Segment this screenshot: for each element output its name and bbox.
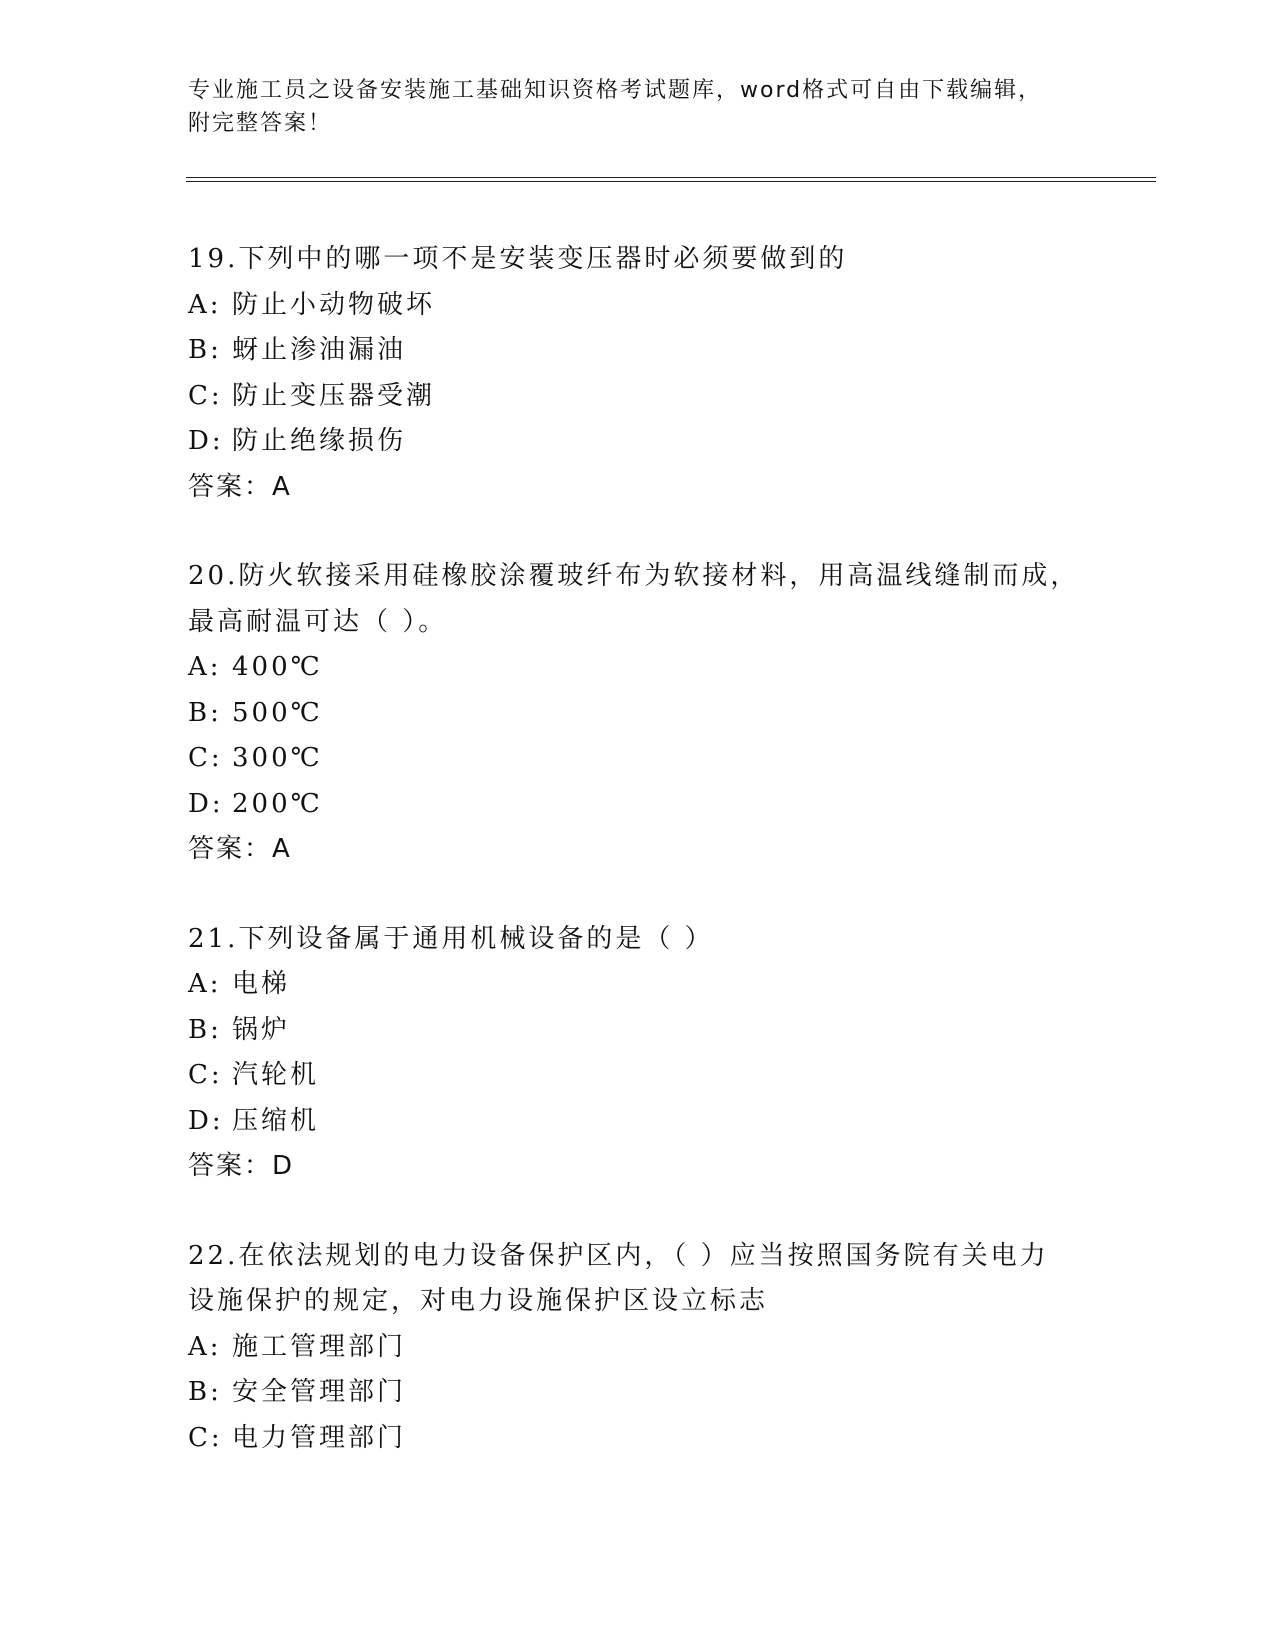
answer-line [188,827,1088,873]
option-c [188,374,1088,420]
option-key: D: [188,1105,224,1136]
answer-value: A [272,471,292,502]
option-text: 施工管理部门 [232,1331,407,1362]
question-stem-line-1: 22.在依法规划的电力设备保护区内，（ ）应当按照国务院有关电力 [188,1240,1049,1271]
option-text: 500℃ [232,697,323,728]
document-header [188,74,1088,140]
option-a [188,645,1088,691]
question-stem [188,917,1088,963]
option-a [188,962,1088,1008]
question-stem-line-1: 20.防火软接采用硅橡胶涂覆玻纤布为软接材料，用高温线缝制而成， [188,561,1080,591]
option-key: C: [188,743,223,773]
option-text: 蚜止渗油漏油 [232,335,407,365]
option-key: C: [188,1422,223,1453]
answer-label: 答案： [188,1151,273,1181]
option-key: C: [188,1060,223,1090]
option-key: B: [188,697,222,728]
question-stem [188,554,1088,645]
option-text: 防止绝缘损伤 [232,426,407,456]
option-b [188,1370,1088,1416]
option-text: 压缩机 [232,1105,320,1136]
answer-line [188,465,1088,511]
option-key: B: [188,335,222,365]
question-stem-line-1: 21.下列设备属于通用机械设备的是（ ） [188,923,714,954]
header-title-line-2: 附完整答案！ [188,111,333,136]
option-b [188,691,1088,737]
option-key: D: [188,788,224,819]
question-list [188,237,1088,1505]
option-c [188,736,1088,782]
option-key: A: [188,289,222,320]
question-stem-line-2: 最高耐温可达（ ）。 [188,606,448,637]
option-a [188,1325,1088,1371]
question-stem [188,237,1088,283]
option-d [188,419,1088,465]
option-text: 200℃ [232,788,323,819]
option-key: B: [188,1014,222,1045]
question-stem [188,1234,1088,1325]
option-text: 400℃ [232,652,323,682]
header-divider [186,177,1156,182]
question-stem-line-2: 设施保护的规定，对电力设施保护区设立标志 [188,1286,769,1316]
option-b [188,328,1088,374]
answer-value: D [272,1151,295,1181]
answer-value: A [272,834,292,864]
option-c [188,1416,1088,1462]
header-title-line-1: 专业施工员之设备安装施工基础知识资格考试题库，word格式可自由下载编辑， [188,78,1043,103]
option-b [188,1008,1088,1054]
option-text: 防止变压器受潮 [232,380,436,411]
option-text: 防止小动物破坏 [232,289,436,320]
option-text: 300℃ [232,743,323,773]
answer-label: 答案： [188,834,273,864]
option-text: 汽轮机 [232,1060,320,1090]
option-d [188,782,1088,828]
option-key: D: [188,426,224,456]
question-22 [188,1234,1088,1462]
option-text: 安全管理部门 [232,1377,407,1407]
option-key: A: [188,652,222,682]
question-stem-line-1: 19.下列中的哪一项不是安装变压器时必须要做到的 [188,244,848,274]
option-text: 电力管理部门 [232,1422,407,1453]
option-a [188,283,1088,329]
option-key: B: [188,1377,222,1407]
option-key: C: [188,380,223,411]
answer-line [188,1144,1088,1190]
question-20 [188,554,1088,873]
option-text: 电梯 [232,969,291,999]
option-c [188,1053,1088,1099]
option-key: A: [188,1331,222,1362]
option-text: 锅炉 [232,1014,291,1045]
answer-label: 答案： [188,471,273,502]
question-21 [188,917,1088,1190]
option-key: A: [188,969,222,999]
question-19 [188,237,1088,510]
option-d [188,1099,1088,1145]
